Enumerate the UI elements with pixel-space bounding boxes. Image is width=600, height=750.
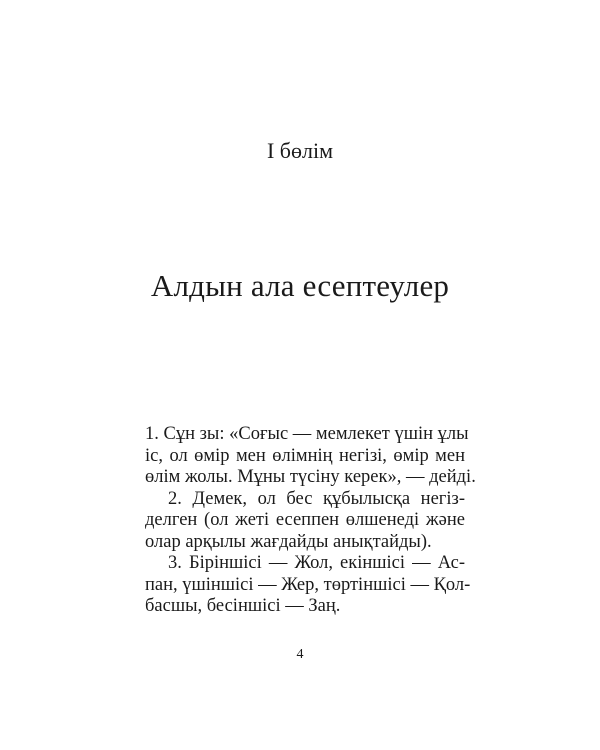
text-line: пан, үшіншісі — Жер, төртіншісі — Қол- bbox=[145, 574, 471, 595]
chapter-title: Алдын ала есептеулер bbox=[150, 268, 450, 303]
page-number: 4 bbox=[296, 647, 304, 662]
text-line: 1. Сұн зы: «Соғыс — мемлекет үшін ұлы bbox=[145, 424, 469, 444]
text-line: делген (ол жеті есеппен өлшенеді және bbox=[145, 510, 465, 530]
text-line: олар арқылы жағдайды анықтайды). bbox=[145, 531, 432, 552]
text-line: басшы, бесіншісі — Заң. bbox=[145, 596, 341, 616]
text-line: 2. Демек, ол бес құбылысқа негіз- bbox=[168, 488, 465, 509]
body-text bbox=[145, 424, 476, 618]
part-heading: І бөлім bbox=[266, 138, 334, 163]
text-line: іс, ол өмір мен өлімнің негізі, өмір мен bbox=[145, 445, 465, 466]
text-line: өлім жолы. Мұны түсіну керек», — дейді. bbox=[145, 467, 476, 487]
text-line: 3. Біріншісі — Жол, екіншісі — Ас- bbox=[168, 553, 465, 573]
